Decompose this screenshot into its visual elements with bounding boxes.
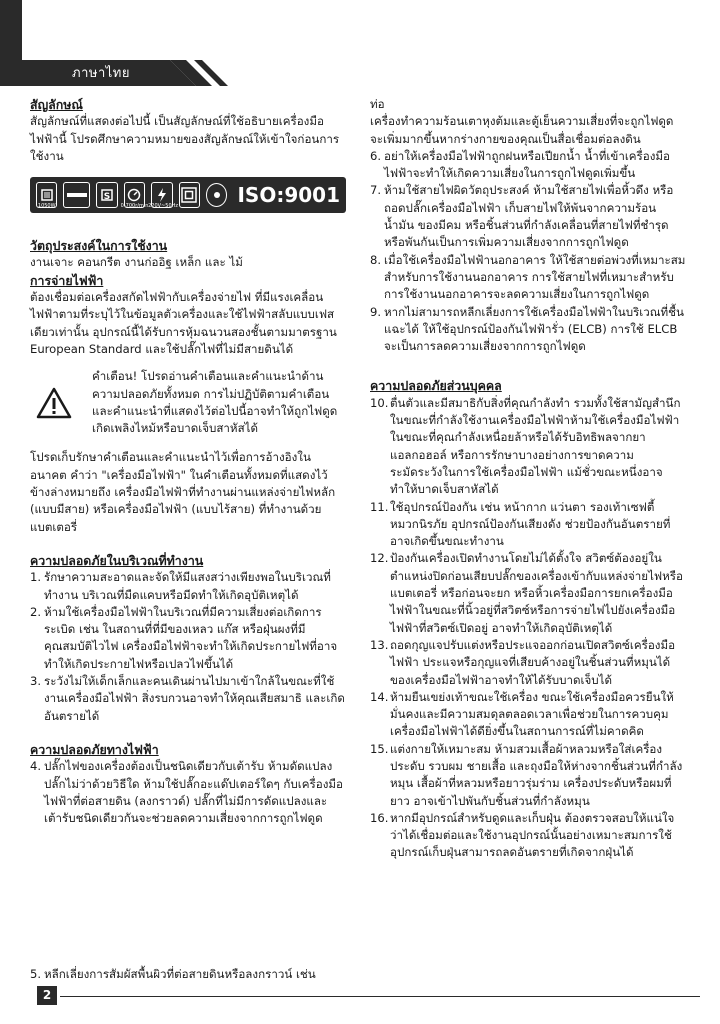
work-area-heading: ความปลอดภัยในบริเวณที่ทำงาน: [30, 552, 204, 568]
speed-caption: 0-700r/min: [120, 202, 149, 209]
list-item: 16. หากมีอุปกรณ์สำหรับดูดและเก็บฝุ่น ต้องตรวจสอบให้แน่ใจว่าได้เชื่อมต่อและใช้งานอุปกรณ์นั้นอย่างเหมาะสมการใช้อุปกรณ์เก็บฝุ่นสามารถลดอันตรายที่เกิดจากฝุ่นได้: [370, 810, 675, 860]
symbols-heading: สัญลักษณ์: [30, 97, 83, 112]
symbol-icon-bar: [30, 177, 346, 213]
keep-instructions-note: โปรดเก็บรักษาคำเตือนและคำแนะนำไว้เพื่อการอ้างอิงในอนาคต คำว่า "เครื่องมือไฟฟ้า" ในคำเตือนทั้งหมดที่แสดงไว้ข้างล่างหมายถึง เครื่องมือไฟฟ้าที่ทำงานผ่านแหล่งจ่ายไฟหลัก (แบบมีสาย) หรือเครื่องมือไฟฟ้า (แบบไร้สาย) ที่ทำงานด้วยแบตเตอรี่: [30, 450, 336, 534]
symbols-body: สัญลักษณ์ที่แสดงต่อไปนี้ เป็นสัญลักษณ์ที่ใช้อธิบายเครื่องมือไฟฟ้านี้ โปรดศึกษาความหมายของสัญลักษณ์ให้เข้าใจก่อนการใช้งาน: [30, 114, 340, 163]
list-item: 6. อย่าให้เครื่องมือไฟฟ้าถูกฝนหรือเปียกน้ำ น้ำที่เข้าเครื่องมือไฟฟ้าจะทำให้เกิดความเสี่ยงในการถูกไฟดูดเพิ่มขึ้น: [370, 148, 670, 181]
hammer-mode-icon: [96, 182, 117, 208]
power-body: ต้องเชื่อมต่อเครื่องสกัดไฟฟ้ากับเครื่องจ่ายไฟ ที่มีแรงเคลื่อนไฟฟ้าตามที่ระบุไว้ในข้อมูลตัวเครื่องและใช้ไฟฟ้าสลับแบบเฟสเดียวเท่านั้น อุปกรณ์นี้ได้รับการหุ้มฉนวนสองชั้นตามมาตรฐาน European Standard และใช้ปลั๊กไฟที่ไม่มีสายดินได้: [30, 290, 337, 356]
voltage-icon: [148, 182, 179, 209]
page-number: 2: [37, 986, 57, 1005]
wattage-icon: [36, 182, 57, 208]
language-label: ภาษาไทย: [72, 66, 130, 81]
warning-text: คำเตือน! โปรดอ่านคำเตือนและคำแนะนำด้านความปลอดภัยทั้งหมด การไม่ปฏิบัติตามคำเตือนและคำแนะนำที่แสดงไว้ต่อไปนี้อาจทำให้ถูกไฟดูด เกิดเพลิงไหม้หรือบาดเจ็บสาหัสได้: [92, 369, 338, 436]
purpose-body: งานเจาะ คอนกรีต งานก่ออิฐ เหล็ก และ ไม้: [30, 255, 243, 270]
list-item: 5. หลีกเลี่ยงการสัมผัสพื้นผิวที่ต่อสายดินหรือลงกราวน์ เช่น: [30, 967, 316, 981]
list-item: 4. ปลั๊กไฟของเครื่องต้องเป็นชนิดเดียวกับเต้ารับ ห้ามดัดแปลงปลั๊กไม่ว่าด้วยวิธีใด ห้ามใช้ปลั๊กอะแด๊ปเตอร์ใดๆ กับเครื่องมือไฟฟ้าที่ต่อสายดิน (ลงกราวด์) ปลั๊กที่ไม่มีการดัดแปลงและเต้ารับชนิดเดียวกันจะช่วยลดความเสี่ยงจากการถูกไฟดูด: [30, 759, 343, 826]
voltage-caption: 220V~50Hz: [148, 202, 179, 209]
warning-triangle-icon: [30, 368, 92, 437]
warning-box: [30, 368, 346, 437]
wattage-caption: 1050W: [37, 202, 56, 209]
list-item: 8. เมื่อใช้เครื่องมือไฟฟ้านอกอาคาร ให้ใช้สายต่อพ่วงที่เหมาะสมสำหรับการใช้งานนอกอาคาร การใช้สายไฟที่เหมาะสำหรับการใช้งานนอกอาคารจะลดความเสี่ยงในการถูกไฟดูด: [370, 252, 686, 302]
power-heading: การจ่ายไฟฟ้า: [30, 272, 104, 288]
list-item: 10. ตื่นตัวและมีสมาธิกับสิ่งที่คุณกำลังทำ รวมทั้งใช้สามัญสำนึกในขณะที่กำลังใช้งานเครื่องมือไฟฟ้าห้ามใช้เครื่องมือไฟฟ้าในขณะที่คุณกำลังเหนื่อยล้าหรือได้รับอิทธิพลจากยาแอลกอฮอล์ หรือการรักษาบางอย่างการขาดความระมัดระวังในการใช้เครื่องมือไฟฟ้า แม้ชั่วขณะหนึ่งอาจทำให้บาดเจ็บสาหัสได้: [370, 395, 681, 497]
list-item: 13. ถอดกุญแจปรับแต่งหรือประแจออกก่อนเปิดสวิตซ์เครื่องมือไฟฟ้า ประแจหรือกุญแจที่เสียบค้างอยู่ในชิ้นส่วนที่หมุนได้ของเครื่องมือไฟฟ้าอาจทำให้ได้รับบาดเจ็บได้: [370, 637, 676, 687]
list-item: 11. ใช้อุปกรณ์ป้องกัน เช่น หน้ากาก แว่นตา รองเท้าเซฟตี้ หมวกนิรภัย อุปกรณ์ป้องกันเสียงดัง ช่วยป้องกันอันตรายที่อาจเกิดขึ้นขณะทำงาน: [370, 499, 671, 549]
list-item: 3. ระวังไม่ให้เด็กเล็กและคนเดินผ่านไปมาเข้าใกล้ในขณะที่ใช้งานเครื่องมือไฟฟ้า สิ่งรบกวนอาจทำให้คุณเสียสมาธิ และเกิดอันตรายได้: [30, 674, 345, 723]
continuation-text-2: เครื่องทำความร้อนเตาหุงต้มและตู้เย็นความเสี่ยงที่จะถูกไฟดูดจะเพิ่มมากขึ้นหากร่างกายของคุณเป็นสื่อเชื่อมต่อลงดิน: [370, 114, 674, 146]
personal-safety-heading: ความปลอดภัยส่วนบุคคล: [370, 378, 502, 394]
list-item: 12. ป้องกันเครื่องเปิดทำงานโดยไม่ได้ตั้งใจ สวิตซ์ต้องอยู่ในตำแหน่งปิดก่อนเสียบปลั๊กของเครื่องเข้ากับแหล่งจ่ายไฟหรือแบตเตอรี่ หรือก่อนจะยก หรือหิ้วเครื่องมือการยกเครื่องมือไฟฟ้าในขณะที่นิ้วอยู่ที่สวิตซ์หรือการจ่ายไฟไปยังเครื่องมือไฟฟ้าที่สวิตซ์เปิดอยู่ อาจทำให้เกิดอุบัติเหตุได้: [370, 551, 683, 635]
iso-circle-icon: [206, 183, 227, 207]
iso-label: ISO:9001: [237, 182, 340, 207]
svg-text:S: S: [103, 192, 111, 203]
left-column: [30, 96, 346, 827]
list-item: 14. ห้ามยืนเขย่งเท้าขณะใช้เครื่อง ขณะใช้เครื่องมือควรยืนให้มั่นคงและมีความสมดุลตลอดเวลาเพื่อช่วยในการควบคุมเครื่องมือไฟฟ้าได้ดียิ่งขึ้นในสถานการณ์ที่ไม่คาดคิด: [370, 689, 674, 739]
list-item: 1. รักษาความสะอาดและจัดให้มีแสงสว่างเพียงพอในบริเวณที่ทำงาน บริเวณที่มืดแคบหรือมีดทำให้เกิดอุบัติเหตุได้: [30, 570, 331, 602]
list-item: 15. แต่งกายให้เหมาะสม ห้ามสวมเสื้อผ้าหลวมหรือใส่เครื่องประดับ รวบผม ชายเสื้อ และถุงมือให้ห่างจากชิ้นส่วนที่กำลังหมุน เสื้อผ้าที่หลวมหรือยาวรุ่มร่าม เครื่องประดับหรือผมที่ยาว อาจเข้าไปพันกับชิ้นส่วนที่กำลังหมุน: [370, 741, 683, 808]
right-column: [370, 96, 686, 862]
list-item: 9. หากไม่สามารถหลีกเลี่ยงการใช้เครื่องมือไฟฟ้าในบริเวณที่ชื้นแฉะได้ ให้ใช้อุปกรณ์ป้องกันไฟฟ้ารั่ว (ELCB) การใช้ ELCB จะเป็นการลดความเสี่ยงจากการถูกไฟดูด: [370, 304, 684, 354]
list-item: 7. ห้ามใช้สายไฟผิดวัตถุประสงค์ ห้ามใช้สายไฟเพื่อหิ้วดึง หรือถอดปลั๊กเครื่องมือไฟฟ้า เก็บสายไฟให้พ้นจากความร้อนน้ำมัน ของมีคม หรือชิ้นส่วนที่กำลังเคลื่อนที่สายไฟที่ชำรุดหรือพันกันเป็นการเพิ่มความเสี่ยงจากการถูกไฟดูด: [370, 183, 674, 250]
electrical-safety-heading: ความปลอดภัยทางไฟฟ้า: [30, 741, 159, 757]
speed-icon: [120, 182, 149, 209]
list-item: 2. ห้ามใช้เครื่องมือไฟฟ้าในบริเวณที่มีความเสี่ยงต่อเกิดการระเบิด เช่น ในสถานที่ที่มีของเหลว แก๊ส หรือฝุ่นผงที่มีคุณสมบัติไวไฟ เครื่องมือไฟฟ้าจะทำให้เกิดประกายไฟที่อาจทำให้เกิดประกายไฟหรือเปลวไฟขึ้นได้: [30, 604, 338, 671]
continuation-text: ท่อ: [370, 97, 385, 111]
double-insulation-icon: [179, 182, 200, 208]
drill-bit-icon: [63, 182, 90, 208]
footer-rule: [60, 996, 700, 997]
purpose-heading: วัตถุประสงค์ในการใช้งาน: [30, 238, 168, 254]
